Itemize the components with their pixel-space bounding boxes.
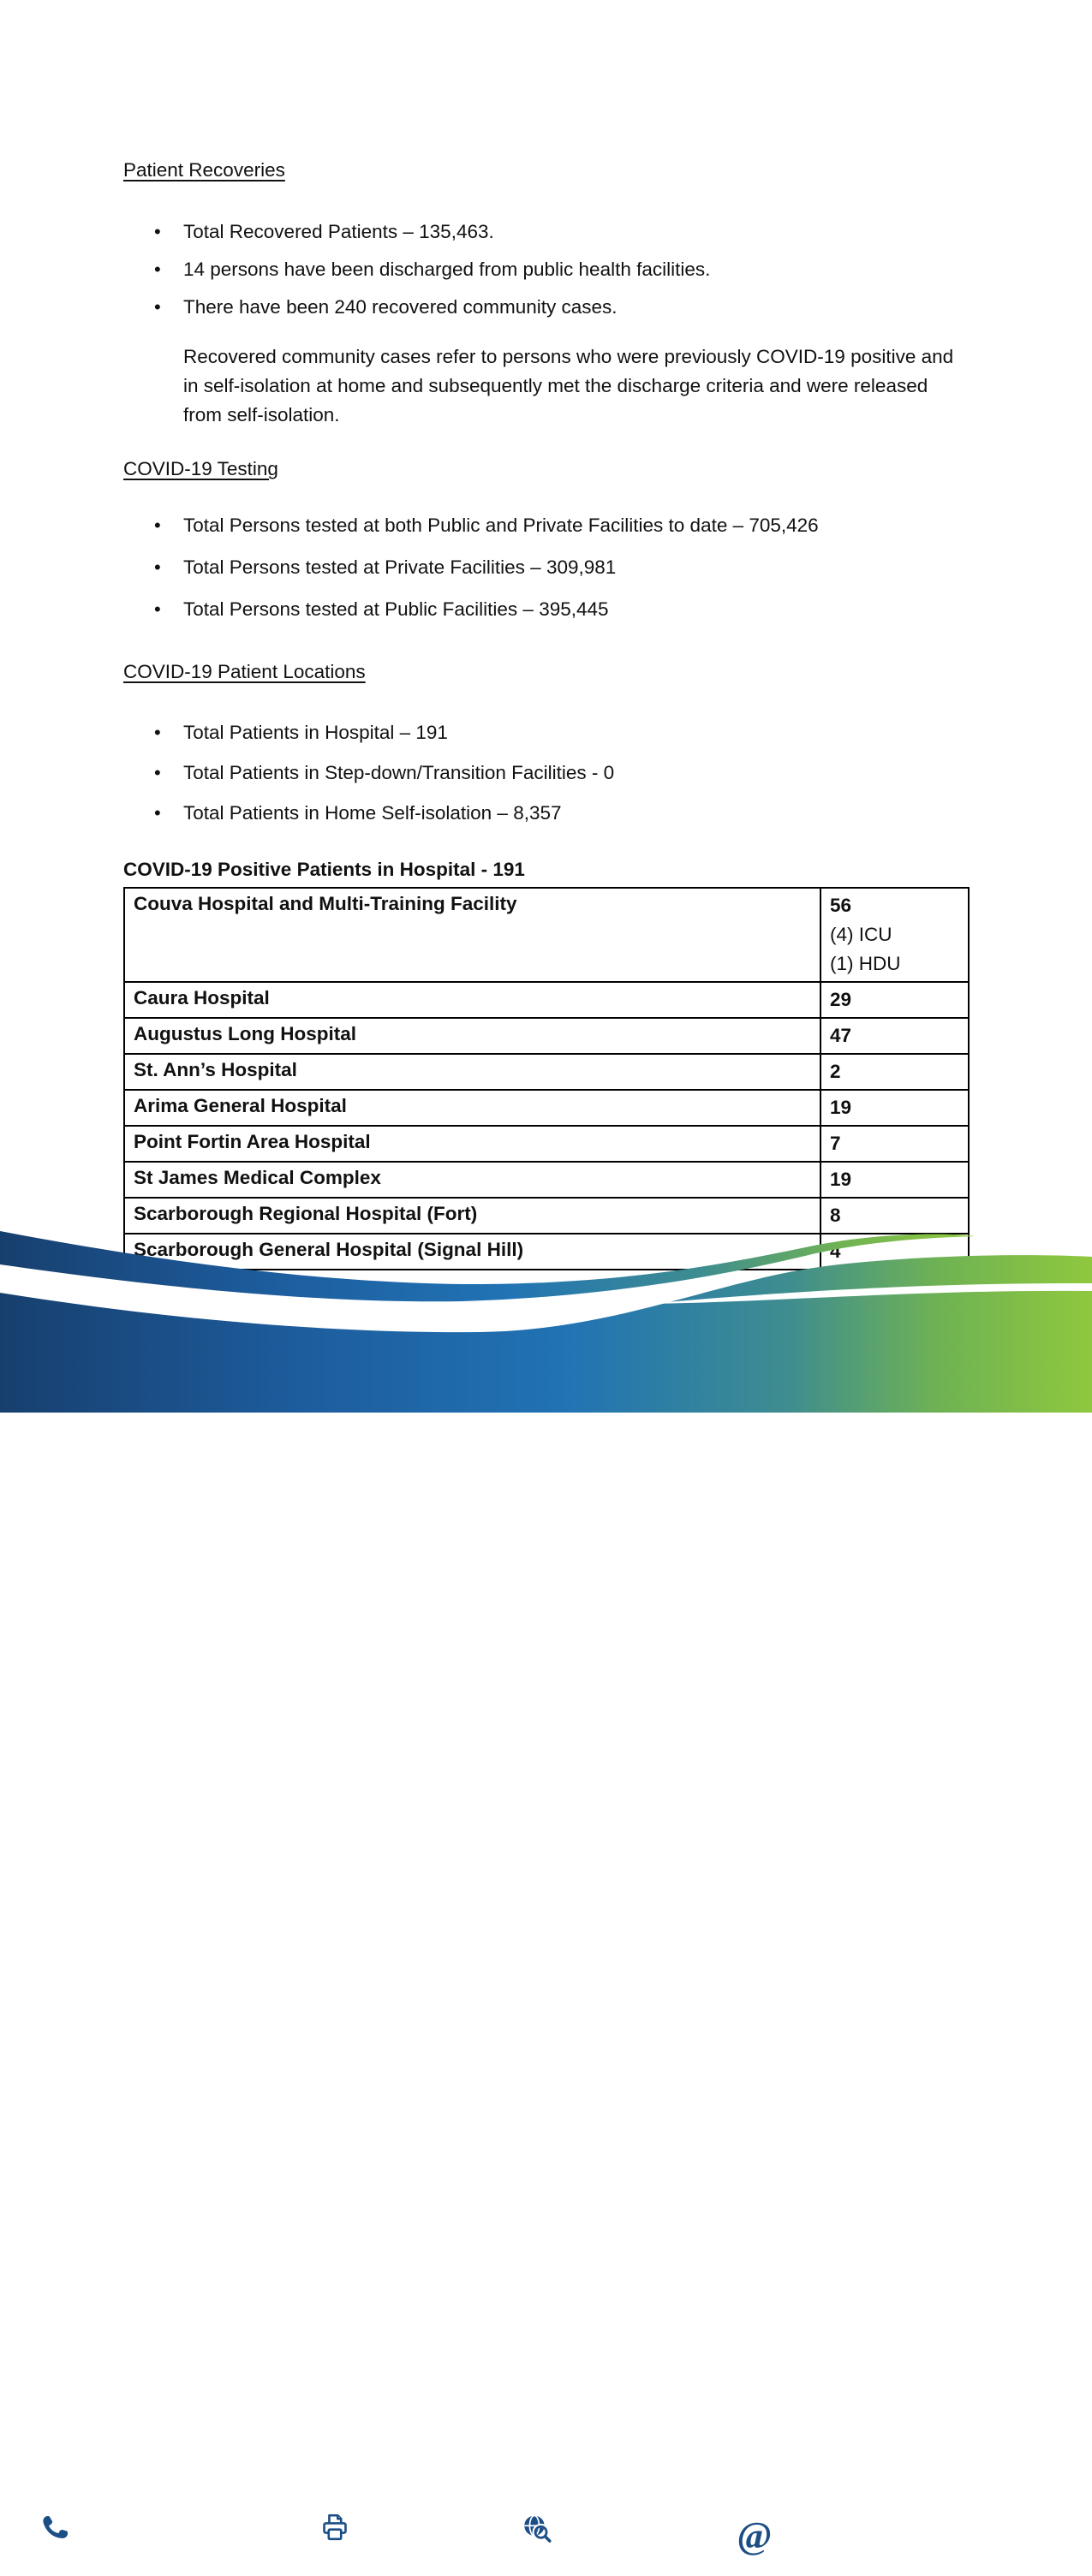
phone-contact [34, 2509, 303, 2576]
footer-banner [0, 1181, 1092, 2574]
section-heading-covid-testing: COVID-19 Testing [123, 458, 278, 479]
facility-name-cell: Arima General Hospital [124, 1090, 820, 1126]
facility-name-cell: Scarborough General Hospital (Signal Hill) [124, 1234, 820, 1270]
patient-count-cell: 4 [820, 1234, 969, 1270]
bullet-total-recovered: • Total Recovered Patients – 135,463. [123, 220, 968, 244]
email-contact [728, 2509, 1047, 2566]
phone-icon [34, 2509, 87, 2566]
facility-name-cell: Augustus Long Hospital [124, 1018, 820, 1054]
testing-bullet-list [123, 514, 968, 622]
facility-name-cell: Caura Hospital [124, 982, 820, 1018]
globe-search-icon [517, 2509, 570, 2566]
patient-count-cell: 7 [820, 1126, 969, 1162]
document-content [123, 0, 968, 1270]
footer-wave-graphic [0, 1181, 1092, 1413]
website-text: www.health.gov.tt [584, 2529, 702, 2546]
facility-name-cell: St. Ann’s Hospital [124, 1054, 820, 1090]
facility-name-cell: Couva Hospital and Multi-Training Facility [124, 888, 820, 982]
email-text: corporatecommunications@health.gov.tt [794, 2530, 1047, 2546]
bullet-step-down: • Total Patients in Step-down/Transition Facilities - 0 [123, 761, 968, 785]
table-row [124, 1090, 969, 1126]
bullet-in-hospital: • Total Patients in Hospital – 191 [123, 721, 968, 745]
table-row [124, 1126, 969, 1162]
facility-name-cell: Point Fortin Area Hospital [124, 1126, 820, 1162]
table-row [124, 1018, 969, 1054]
table-row [124, 888, 969, 982]
email-at-icon: @ [728, 2509, 781, 2566]
section-heading-patient-recoveries: Patient Recoveries [123, 159, 285, 181]
hospital-table-heading: COVID-19 Positive Patients in Hospital - 191 [123, 859, 525, 880]
patient-count-cell: 29 [820, 982, 969, 1018]
website-contact [517, 2509, 702, 2566]
recoveries-bullet-list [123, 220, 968, 319]
section-heading-patient-locations: COVID-19 Patient Locations [123, 661, 366, 682]
bullet-tested-total: • Total Persons tested at both Public and Private Facilities to date – 705,426 [123, 514, 968, 538]
bullet-recovered-community: • There have been 240 recovered community cases. [123, 295, 968, 319]
hdu-detail: (1) HDU [830, 953, 901, 974]
fax-number-text: 1(868) 627-1047 [385, 2528, 496, 2546]
patient-count-cell [820, 888, 969, 982]
bullet-home-isolation: • Total Patients in Home Self-isolation – 8,357 [123, 801, 968, 825]
bullet-discharged: • 14 persons have been discharged from public health facilities. [123, 258, 968, 282]
count-value: 56 [830, 895, 852, 916]
table-row [124, 982, 969, 1018]
facility-name-cell: St James Medical Complex [124, 1162, 820, 1198]
printer-icon [317, 2509, 370, 2566]
fax-contact [317, 2509, 495, 2566]
bullet-tested-public: • Total Persons tested at Public Facilities – 395,445 [123, 598, 968, 622]
table-row [124, 1054, 969, 1090]
patient-count-cell: 19 [820, 1090, 969, 1126]
patient-count-cell: 19 [820, 1162, 969, 1198]
patient-count-cell: 2 [820, 1054, 969, 1090]
recovered-community-note: Recovered community cases refer to persons who were previously COVID-19 positive and in self-isolation at home and subsequently met the discharge criteria and were released from self-isolation. [183, 346, 954, 425]
patient-count-cell: 8 [820, 1198, 969, 1234]
locations-bullet-list [123, 721, 968, 825]
facility-name-cell: Scarborough Regional Hospital (Fort) [124, 1198, 820, 1234]
patient-count-cell: 47 [820, 1018, 969, 1054]
phone-number-text: 1(868) 627-1047/ 623-8492 or 627-0010/12/14 Ext. 1720-1725 [103, 2515, 303, 2574]
bullet-tested-private: • Total Persons tested at Private Facilities – 309,981 [123, 556, 968, 580]
icu-detail: (4) ICU [830, 924, 892, 945]
